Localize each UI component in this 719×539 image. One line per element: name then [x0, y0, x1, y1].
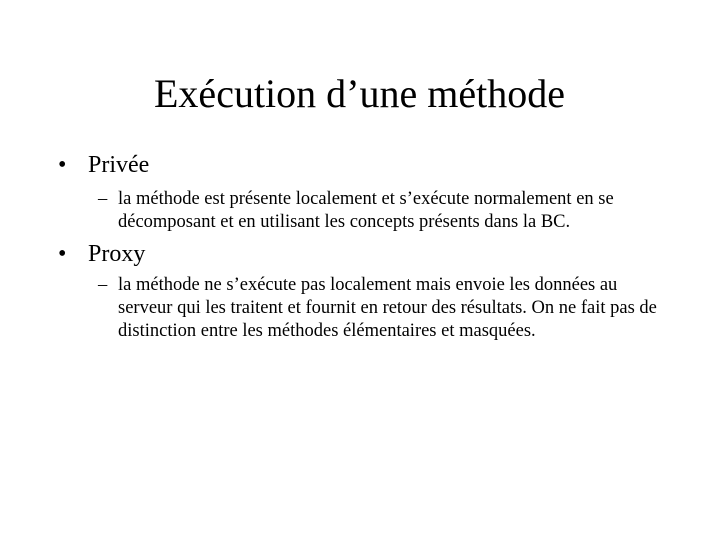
- bullet-label: Proxy: [88, 241, 146, 267]
- sub-item-text: la méthode est présente localement et s’exécute normalement en se décomposant et en utilisant les concepts présents dans la BC.: [118, 189, 614, 232]
- bullet-label: Privée: [88, 152, 150, 178]
- bullet-icon: •: [58, 152, 67, 178]
- sub-item-privee: [98, 188, 670, 234]
- sub-item-proxy: [98, 274, 670, 343]
- bullet-icon: •: [58, 241, 67, 267]
- dash-icon: –: [98, 189, 108, 209]
- sub-item-text: la méthode ne s’exécute pas localement mais envoie les données au serveur qui les traitent et fournit en retour des résultats. On ne fait pas de distinction entre les méthodes élémentaires et masquées.: [118, 275, 657, 341]
- dash-icon: –: [98, 275, 108, 295]
- slide-title: Exécution d’une méthode: [154, 71, 565, 116]
